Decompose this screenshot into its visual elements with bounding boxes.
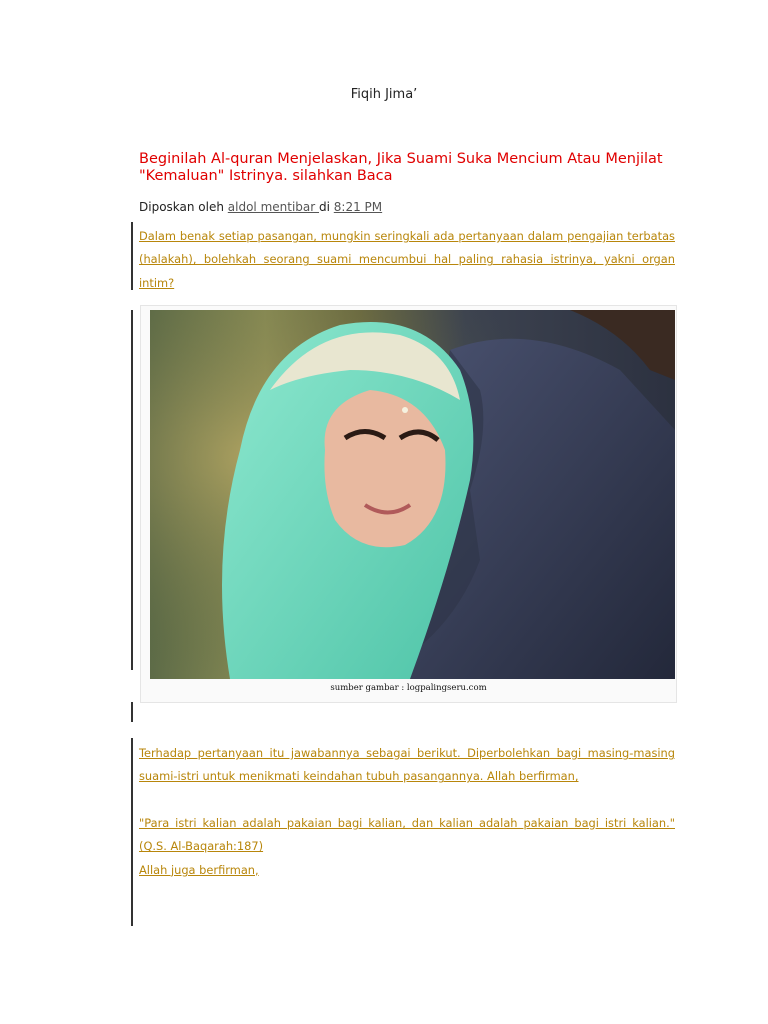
post-meta [139, 200, 382, 214]
at-label: di [319, 200, 334, 214]
post-title[interactable]: Beginilah Al-quran Menjelaskan, Jika Suami Suka Mencium Atau Menjilat "Kemaluan" Istrinya. silahkan Baca [139, 151, 663, 184]
intro-paragraph[interactable] [139, 225, 675, 295]
margin-bar [131, 702, 133, 722]
margin-bar [131, 738, 133, 926]
intro-text: Dalam benak setiap pasangan, mungkin seringkali ada pertanyaan dalam pengajian terbatas (halakah), bolehkah seorang suami mencumbui hal paling rahasia istrinya, yakni organ intim? [139, 229, 675, 290]
answer-paragraph[interactable] [139, 742, 675, 789]
quote-followup-text: Allah juga berfirman, [139, 862, 259, 877]
quote-text: "Para istri kalian adalah pakaian bagi kalian, dan kalian adalah pakaian bagi istri kalian." (Q.S. Al-Baqarah:187) [139, 816, 675, 854]
author-link[interactable]: aldol mentibar [227, 200, 320, 214]
time-link[interactable]: 8:21 PM [333, 200, 383, 214]
image-caption: sumber gambar : logpalingseru.com [330, 683, 487, 693]
margin-bar [131, 222, 133, 290]
document-title: Fiqih Jima’ [350, 87, 418, 102]
quote-paragraph[interactable] [139, 812, 675, 882]
answer-text: Terhadap pertanyaan itu jawabannya sebagai berikut. Diperbolehkan bagi masing-masing suami-istri untuk menikmati keindahan tubuh pasangannya. Allah berfirman, [139, 746, 675, 784]
posted-by-label: Diposkan oleh [139, 200, 228, 214]
margin-bar [131, 310, 133, 670]
couple-photo [150, 310, 675, 679]
post-image-frame [140, 305, 677, 703]
